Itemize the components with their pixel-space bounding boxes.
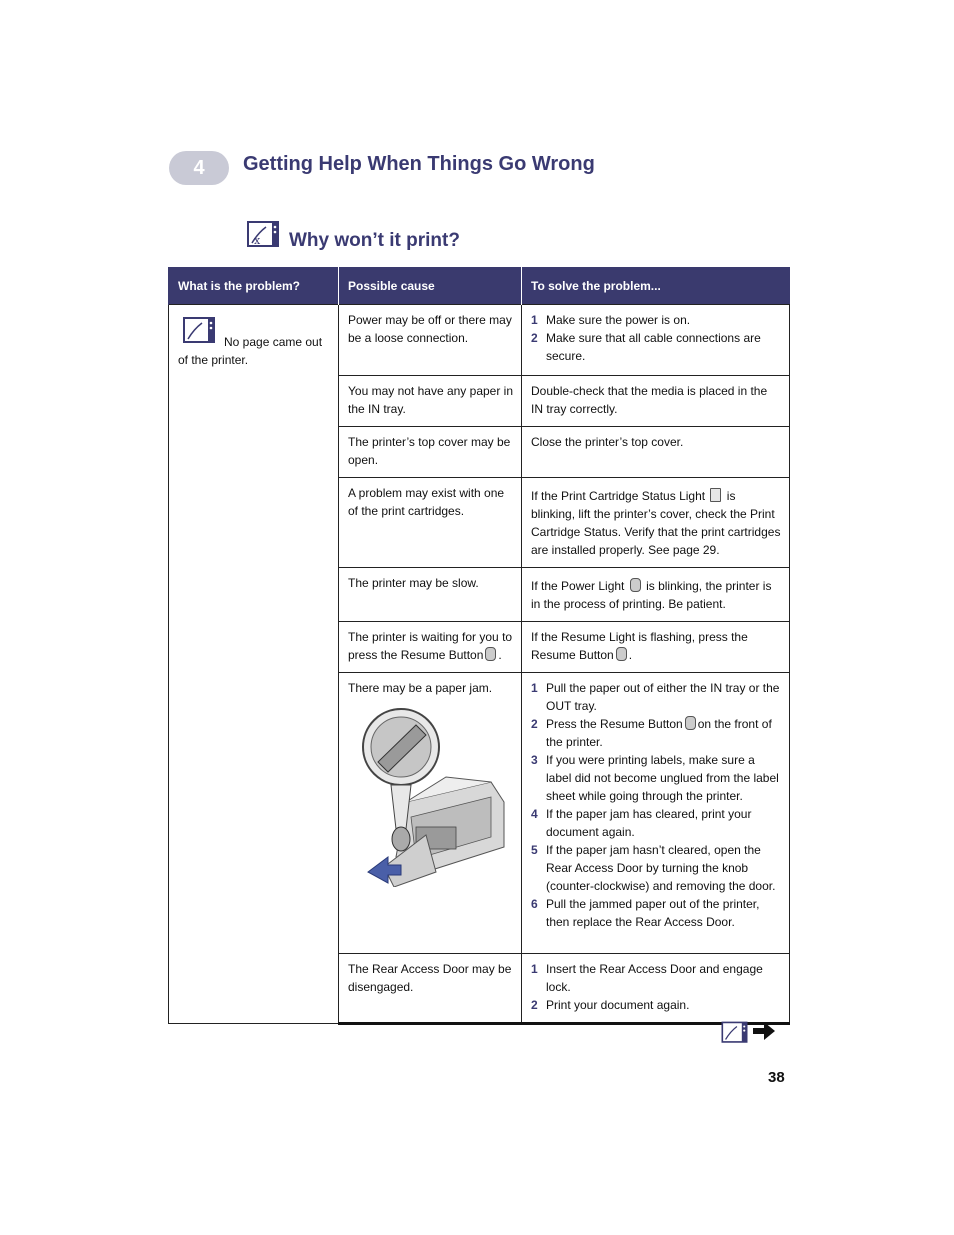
step-text: If you were printing labels, make sure a label did not become unglued from the label sheet while going through the printer. — [546, 753, 779, 803]
step-number: 6 — [531, 897, 538, 911]
cause-cell — [339, 622, 522, 673]
cartridge-status-light-icon — [710, 488, 721, 502]
solution-step — [531, 996, 781, 1014]
printer-problem-icon — [244, 219, 282, 251]
cause-text: The printer is waiting for you to press the Resume Button — [348, 630, 513, 662]
printer-problem-icon — [180, 315, 218, 347]
next-page-arrow-icon[interactable] — [752, 1020, 776, 1042]
step-text-part: Press the Resume Button — [546, 717, 683, 731]
cause-cell: The printer’s top cover may be open. — [339, 427, 522, 478]
cause-cell — [339, 673, 522, 954]
solution-step — [531, 679, 781, 715]
solution-step — [531, 895, 781, 931]
power-light-icon — [630, 578, 641, 592]
step-text: Print your document again. — [546, 998, 690, 1012]
column-header-cause: Possible cause — [339, 267, 522, 305]
step-number: 3 — [531, 753, 538, 767]
solution-text: If the Print Cartridge Status Light — [531, 489, 706, 503]
solution-step — [531, 311, 781, 329]
printer-rear-access-door-illustration — [356, 707, 506, 887]
solution-cell: Close the printer’s top cover. — [522, 427, 790, 478]
chapter-title: Getting Help When Things Go Wrong — [243, 153, 595, 175]
step-number: 1 — [531, 962, 538, 976]
step-text — [546, 715, 781, 751]
resume-button-icon — [616, 647, 627, 661]
solution-text: If the Power Light — [531, 579, 625, 593]
solution-cell — [522, 568, 790, 622]
column-header-solution: To solve the problem... — [522, 267, 790, 305]
step-text: Insert the Rear Access Door and engage lock. — [546, 962, 763, 994]
step-text: Make sure the power is on. — [546, 313, 691, 327]
solution-cell — [522, 622, 790, 673]
step-number: 4 — [531, 807, 538, 821]
solution-text: is blinking, the printer is in the process of printing. Be patient. — [531, 579, 772, 611]
cause-cell: The printer may be slow. — [339, 568, 522, 622]
step-number: 5 — [531, 843, 538, 857]
solution-cell: Double-check that the media is placed in the IN tray correctly. — [522, 376, 790, 427]
solution-cell — [522, 673, 790, 954]
page-number: 38 — [768, 1069, 785, 1086]
solution-step — [531, 960, 781, 996]
problem-text: No page came out of the printer. — [178, 335, 323, 367]
svg-text:x: x — [254, 234, 261, 247]
solution-text: If the Resume Light is flashing, press the Resume Button — [531, 630, 748, 662]
cause-cell: The Rear Access Door may be disengaged. — [339, 954, 522, 1024]
step-number: 1 — [531, 313, 538, 327]
solution-cell — [522, 954, 790, 1024]
solution-text: is blinking, lift the printer’s cover, check the Print Cartridge Status. Verify that the print cartridges are installed properly. See page 29. — [531, 489, 781, 557]
step-text: Make sure that all cable connections are secure. — [546, 331, 761, 363]
chapter-number-badge: 4 — [169, 151, 229, 185]
solution-step — [531, 329, 781, 365]
cause-cell: A problem may exist with one of the print cartridges. — [339, 478, 522, 568]
step-text: If the paper jam hasn’t cleared, open the Rear Access Door by turning the knob (counter-clockwise) and removing the door. — [546, 843, 776, 893]
cause-cell: You may not have any paper in the IN tray. — [339, 376, 522, 427]
resume-button-icon — [485, 647, 496, 661]
resume-button-icon — [685, 716, 696, 730]
step-number: 2 — [531, 331, 538, 345]
solution-step — [531, 841, 781, 895]
solution-step — [531, 751, 781, 805]
step-number: 2 — [531, 717, 538, 731]
step-text: Pull the jammed paper out of the printer, then replace the Rear Access Door. — [546, 897, 760, 929]
solution-cell — [522, 478, 790, 568]
step-number: 1 — [531, 681, 538, 695]
problem-cell — [169, 305, 339, 1024]
solution-step — [531, 715, 781, 751]
cause-text: There may be a paper jam. — [348, 681, 493, 695]
column-header-problem: What is the problem? — [169, 267, 339, 305]
step-text-part: on the front of the printer. — [546, 717, 772, 749]
step-number: 2 — [531, 998, 538, 1012]
troubleshooting-table — [168, 267, 790, 1025]
cause-text: . — [498, 648, 502, 662]
solution-step — [531, 805, 781, 841]
cause-cell: Power may be off or there may be a loose connection. — [339, 305, 522, 376]
section-title: Why won’t it print? — [289, 230, 460, 251]
step-text: Pull the paper out of either the IN tray or the OUT tray. — [546, 681, 780, 713]
printer-problem-icon[interactable] — [719, 1020, 750, 1046]
solution-cell — [522, 305, 790, 376]
step-text: If the paper jam has cleared, print your document again. — [546, 807, 752, 839]
solution-text: . — [628, 648, 633, 662]
